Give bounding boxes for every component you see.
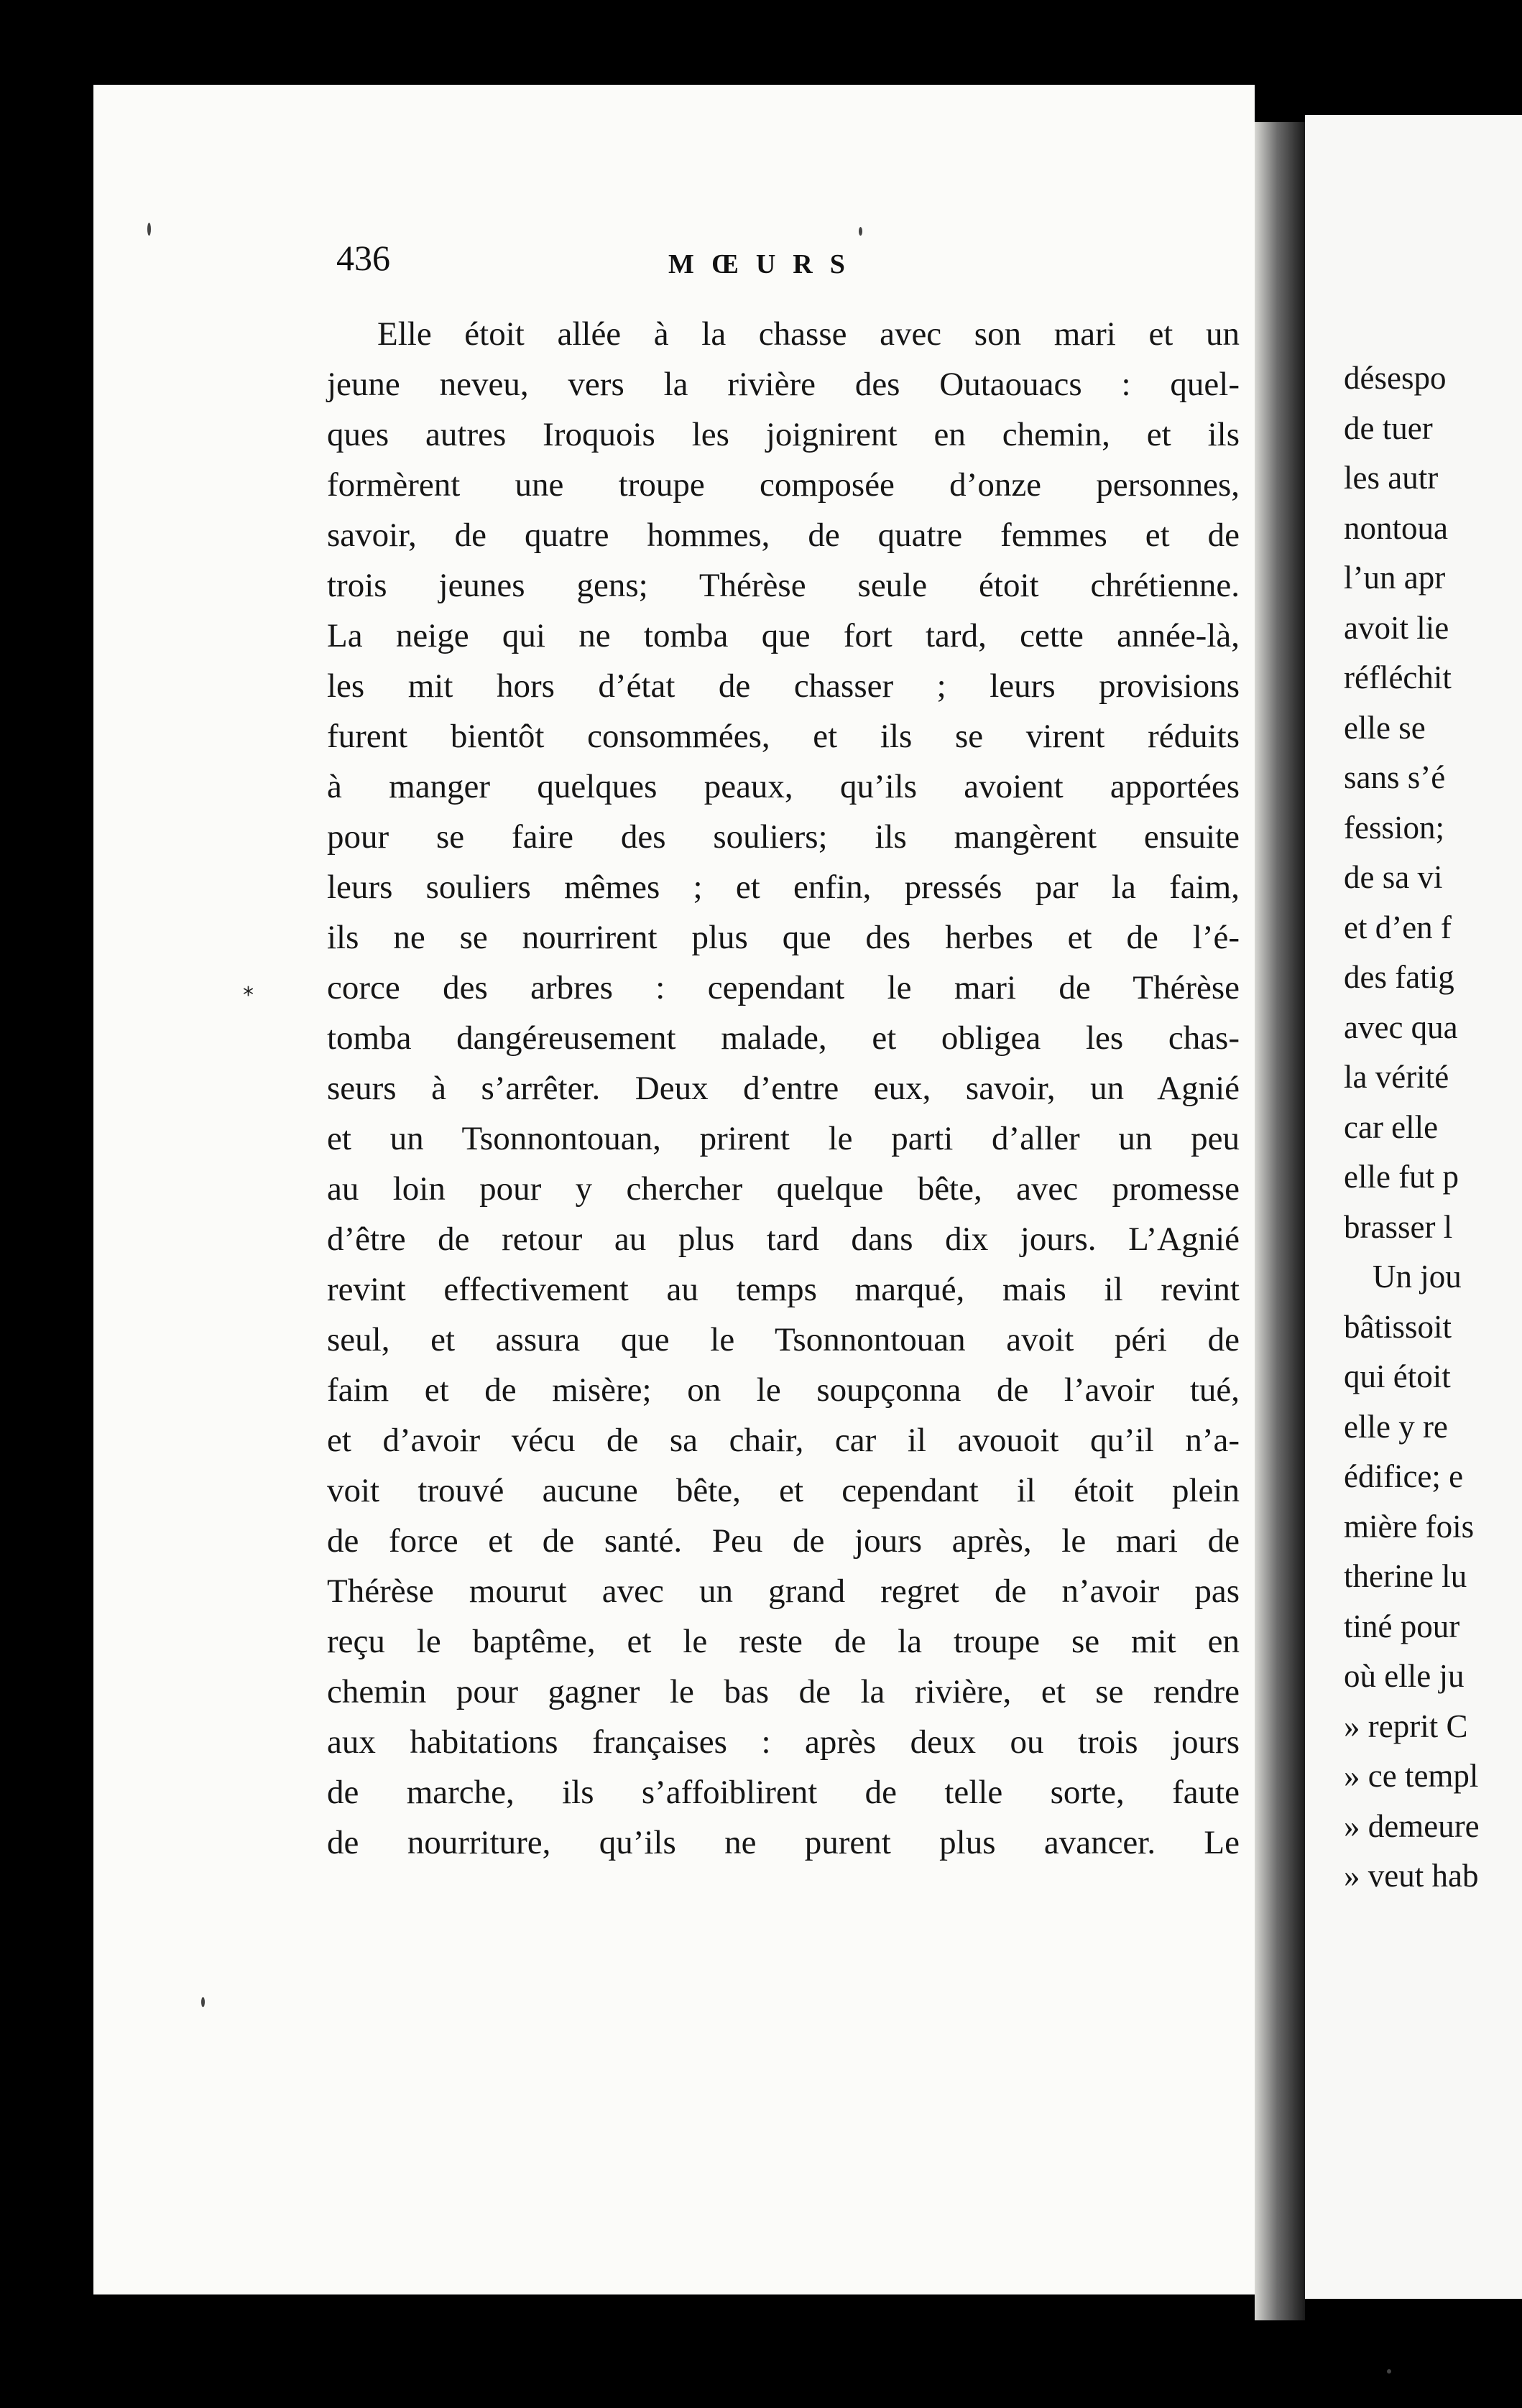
text-line: désespo [1344,360,1447,396]
text-line: d’être de retour au plus tard dans dix jours. L’Agnié [327,1221,1240,1258]
text-line: édifice; e [1344,1458,1464,1494]
text-line: au loin pour y chercher quelque bête, avec promesse [327,1170,1240,1208]
text-line: tomba dangéreusement malade, et obligea les chas- [327,1019,1240,1057]
text-line: La neige qui ne tomba que fort tard, cette année-là, [327,617,1240,654]
text-line: therine lu [1344,1558,1467,1594]
text-line: jeune neveu, vers la rivière des Outaouacs : quel- [327,366,1240,403]
running-head: MŒURS [668,249,862,279]
margin-asterisk: * [243,983,254,1008]
text-line: ils ne se nourrirent plus que des herbes et de l’é- [327,919,1240,956]
text-line: fession; [1344,809,1444,846]
text-line: pour se faire des souliers; ils mangèrent ensuite [327,818,1240,856]
text-line: avec qua [1344,1009,1458,1045]
text-line: revint effectivement au temps marqué, mais il revint [327,1271,1240,1308]
right-page-text [1344,353,1522,1902]
paper-speck [147,223,151,236]
text-line: voit trouvé aucune bête, et cependant il étoit plein [327,1472,1240,1509]
text-line: formèrent une troupe composée d’onze personnes, [327,466,1240,504]
text-line: sans s’é [1344,759,1446,795]
text-line: Thérèse mourut avec un grand regret de n’avoir pas [327,1573,1240,1610]
text-line: Un jou [1373,1259,1462,1295]
text-line: de force et de santé. Peu de jours après, le mari de [327,1522,1240,1560]
text-line: seurs à s’arrêter. Deux d’entre eux, savoir, un Agnié [327,1070,1240,1107]
text-line: savoir, de quatre hommes, de quatre femmes et de [327,517,1240,554]
text-line: brasser l [1344,1208,1453,1245]
text-line: de marche, ils s’affoiblirent de telle sorte, faute [327,1774,1240,1811]
text-line: corce des arbres : cependant le mari de Thérèse [327,969,1240,1006]
text-line: nontoua [1344,509,1448,546]
text-line: furent bientôt consommées, et ils se virent réduits [327,718,1240,755]
text-line: des fatig [1344,959,1454,995]
text-line: reçu le baptême, et le reste de la troupe se mit en [327,1623,1240,1660]
paper-speck [1387,2369,1391,2374]
text-line: réfléchit [1344,659,1452,695]
text-line: et d’avoir vécu de sa chair, car il avouoit qu’il n’a- [327,1422,1240,1459]
book-gutter [1255,122,1305,2320]
text-line: la vérité [1344,1059,1449,1095]
text-line: trois jeunes gens; Thérèse seule étoit chrétienne. [327,567,1240,604]
text-line: car elle [1344,1108,1439,1145]
text-line: seul, et assura que le Tsonnontouan avoit péri de [327,1321,1240,1358]
text-line: les autr [1344,460,1439,496]
text-line: et un Tsonnontouan, prirent le parti d’aller un peu [327,1120,1240,1157]
text-line: Elle étoit allée à la chasse avec son mari et un [377,315,1240,353]
text-line: » demeure [1344,1807,1480,1844]
text-line: » reprit C [1344,1708,1468,1744]
text-line: faim et de misère; on le soupçonna de l’avoir tué, [327,1371,1240,1409]
text-line: » veut hab [1344,1858,1479,1894]
text-line: de tuer [1344,409,1433,446]
text-line: » ce templ [1344,1758,1479,1794]
text-line: tiné pour [1344,1608,1460,1644]
paper-speck [201,1997,205,2007]
text-line: chemin pour gagner le bas de la rivière, et se rendre [327,1673,1240,1710]
text-line: de nourriture, qu’ils ne purent plus avancer. Le [327,1824,1240,1861]
text-line: avoit lie [1344,609,1449,646]
text-line: les mit hors d’état de chasser ; leurs provisions [327,667,1240,705]
paper-speck [859,227,862,236]
text-line: bâtissoit [1344,1308,1452,1345]
left-page-text [327,309,1240,1868]
text-line: et d’en f [1344,909,1452,945]
text-line: elle se [1344,709,1426,746]
text-line: ques autres Iroquois les joignirent en chemin, et ils [327,416,1240,453]
text-line: mière fois [1344,1508,1475,1545]
text-line: aux habitations françaises : après deux ou trois jours [327,1723,1240,1761]
text-line: elle y re [1344,1408,1448,1445]
text-line: leurs souliers mêmes ; et enfin, pressés par la faim, [327,869,1240,906]
text-line: elle fut p [1344,1159,1459,1195]
text-line: à manger quelques peaux, qu’ils avoient apportées [327,768,1240,805]
text-line: où elle ju [1344,1658,1465,1694]
text-line: qui étoit [1344,1358,1451,1394]
page-number: 436 [336,238,390,278]
text-line: de sa vi [1344,859,1443,895]
text-line: l’un apr [1344,560,1446,596]
